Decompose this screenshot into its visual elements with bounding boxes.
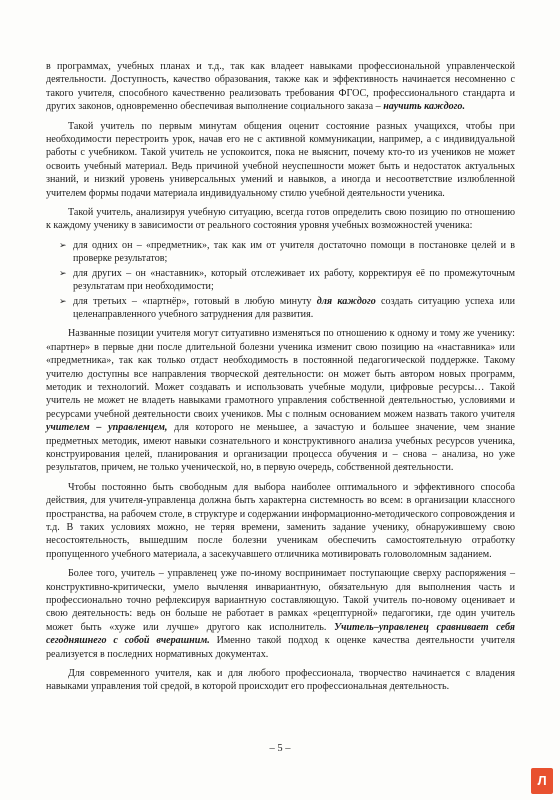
paragraph: Такой учитель, анализируя учебную ситуацию, всегда готов определить свою позицию по отношению к каждому ученику в зависимости от реального состояния уровня учебных возможностей ученика: bbox=[46, 207, 515, 232]
paragraph-text: Более того, учитель – управленец уже по-иному воспринимает поступающие сверху распоряжения – конструктивно-критически, умело вычленяя инвариантную, обязательную для выполнения часть и профессионально точно рефлексируя вариантную составляющую. Такой учитель по-новому оценивает и свою деятельность: ведь он больше не работает в рамках «рецептурной» педагогики, где один учитель может быть «хуже или лучше» другого как исполнитель. bbox=[46, 568, 515, 633]
list-item-text: для других – он «наставник», который отслеживает их работу, корректируя её по промежуточным результатам при необходимости; bbox=[73, 267, 515, 293]
arrow-bullet-icon: ➢ bbox=[59, 239, 67, 250]
emphasis-text: Учитель–управленец сравнивает себя сегодняшнего с собой вчерашним. bbox=[46, 621, 515, 647]
list-item-text: создать ситуацию успеха или целенаправленного учебного затруднения для развития. bbox=[73, 295, 516, 320]
paragraph: Для современного учителя, как и для любого профессионала, творчество начинается с владения навыками управления той средой, в которой происходит его профессиональная деятельность. bbox=[46, 668, 515, 693]
paragraph bbox=[46, 60, 515, 114]
paragraph-text: для которого не меньшее, а зачастую и большее значение, чем знание предметных методик, имеют навыки сознательного и конструктивного анализа учебных ресурсов ученика, конструирования целей, планирования и организации процесса обучения и – снова – анализа, но уже результатов, причем, не только ученической, но, в первую очередь, собственной деятельности. bbox=[46, 422, 516, 474]
emphasis-text: для каждого bbox=[316, 295, 376, 307]
emphasis-text: учителем – управленцем, bbox=[46, 422, 168, 434]
paragraph-text: в программах, учебных планах и т.д., так как владеет навыками профессиональной управленческой деятельности. Доступность, качество образования, также как и эффективность начинается несомненно с такого учителя, способного качественно реализовать требования ФГОС, профессионального стандарта и других законов, одновременно обеспечивая выполнение социального заказа – bbox=[46, 61, 515, 113]
paragraph bbox=[46, 567, 515, 661]
page-number: – 5 – bbox=[269, 743, 291, 754]
arrow-bullet-icon: ➢ bbox=[59, 267, 67, 278]
paragraph: Чтобы постоянно быть свободным для выбора наиболее оптимального и эффективного способа действия, для учителя-управленца должна быть характерна системность во всем: в организации классного пространства, на рабочем столе, в структуре и содержании информационно-методического сопровождения и т.д. В таких условиях можно, не теряя времени, заменить задание ученику, обнаружившему свою несостоятельность, вышедшим после болезни ученикам обеспечить самостоятельную отработку пропущенного учебного материала, а засекучавшего отличника мотивировать головоломным заданием. bbox=[46, 481, 515, 560]
paragraph-text: Названные позиции учителя могут ситуативно изменяться по отношению к одному и тому же ученику: «партнер» в первые дни после длительной болезни ученика изменит свою позицию на «наставника» или «предметника», так как только отдаст необходимость в постоянной педагогической поддержке. Такому учителю доступны все направления творческой деятельности: он может быть автором новых программ, методик и технологий. Может создавать и использовать учебные модули, цифровые ресурсы… Такой учитель не может не владеть навыками грамотного управления собственной деятельностью, условиями и ресурсами учебной деятельности своих учеников. Мы с полным основанием можем назвать такого учителя bbox=[46, 328, 515, 420]
bullet-list bbox=[46, 239, 515, 321]
page-body bbox=[46, 60, 515, 700]
list-item bbox=[59, 267, 515, 294]
list-item bbox=[59, 239, 515, 266]
paragraph bbox=[46, 327, 515, 474]
paragraph-text: Именно такой подход к оценке качества деятельности учителя реализуется в последних нормативных документах. bbox=[46, 635, 515, 660]
list-item bbox=[59, 295, 515, 322]
paragraph: Такой учитель по первым минутам общения оценит состояние разных учащихся, чтобы при необходимости перестроить урок, начав его не с активной коммуникации, например, а с индивидуальной работы с учебником. Такой учитель не успокоится, пока не выяснит, почему кто-то из учеников не может освоить учебный материал. Ведь причиной учебной неуспешности может быть и недостаток актуальных знаний, и низкий уровень универсальных умений и навыков, а иногда и несоответствие излюбленной учителем формы подачи материала индивидуальному стилю учебной деятельности ученика. bbox=[46, 120, 515, 199]
emphasis-text: научить каждого. bbox=[383, 101, 465, 113]
list-item-text: для третьих – «партнёр», готовый в любую минуту bbox=[73, 295, 317, 307]
arrow-bullet-icon: ➢ bbox=[59, 295, 67, 306]
publisher-logo-icon: Л bbox=[531, 768, 553, 794]
list-item-text: для одних он – «предметник», так как им от учителя достаточно помощи в постановке целей и в проверке результатов; bbox=[73, 239, 515, 265]
